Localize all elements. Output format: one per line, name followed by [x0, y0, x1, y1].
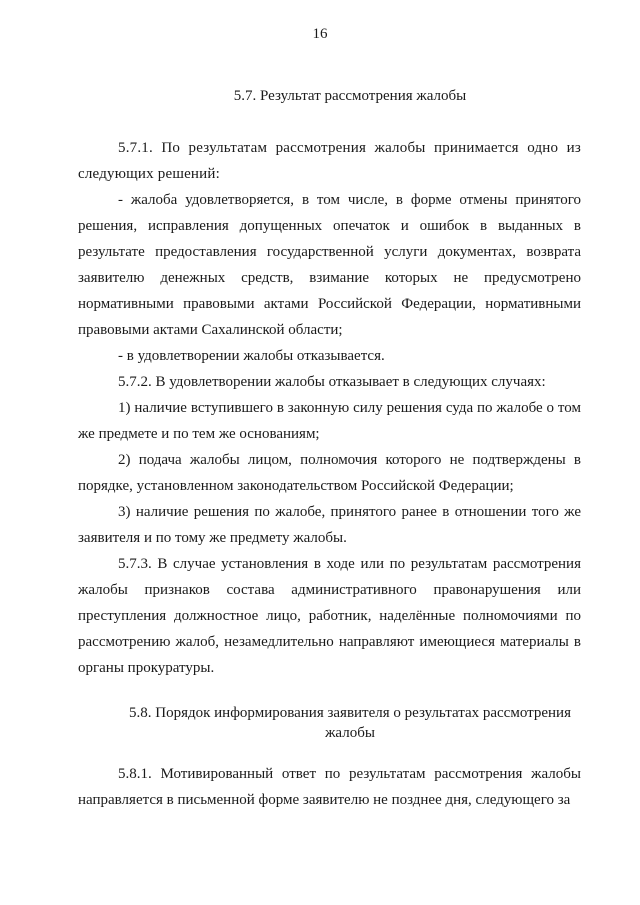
page-number: 16 — [312, 26, 328, 42]
section-heading-5-7: 5.7. Результат рассмотрения жалобы — [233, 88, 467, 104]
paragraph-5-7-1: 5.7.1. По результатам рассмотрения жалобы принимается одно из следующих решений: — [78, 140, 581, 182]
refusal-case-2: 2) подача жалобы лицом, полномочия которого не подтверждены в порядке, установленном законодательством Российской Федерации; — [78, 452, 581, 494]
paragraph-5-8-1: 5.8.1. Мотивированный ответ по результатам рассмотрения жалобы направляется в письменной форме заявителю не позднее дня, следующего за — [78, 766, 581, 808]
section-heading-5-8-line2: жалобы — [325, 725, 375, 741]
paragraph-5-7-3: 5.7.3. В случае установления в ходе или по результатам рассмотрения жалобы признаков состава административного правонарушения или преступления должностное лицо, работник, наделённые полномочиями по рассмотрению жалоб, незамедлительно направляют имеющиеся материалы в органы прокуратуры. — [78, 556, 581, 676]
refusal-case-1: 1) наличие вступившего в законную силу решения суда по жалобе о том же предмете и по тем же основаниям; — [78, 400, 581, 442]
decision-item-refused: - в удовлетворении жалобы отказывается. — [118, 348, 385, 364]
refusal-case-3: 3) наличие решения по жалобе, принятого ранее в отношении того же заявителя и по тому же предмету жалобы. — [78, 504, 581, 546]
decision-item-satisfied: - жалоба удовлетворяется, в том числе, в форме отмены принятого решения, исправления допущенных опечаток и ошибок в выданных в результате предоставления государственной услуги документах, возврата заявителю денежных средств, взимание которых не предусмотрено нормативными правовыми актами Российской Федерации, нормативными правовыми актами Сахалинской области; — [78, 192, 581, 338]
section-heading-5-8 — [60, 703, 640, 743]
paragraph-5-7-2: 5.7.2. В удовлетворении жалобы отказывает в следующих случаях: — [118, 374, 546, 390]
section-heading-5-8-line1: 5.8. Порядок информирования заявителя о результатах рассмотрения — [129, 705, 571, 721]
